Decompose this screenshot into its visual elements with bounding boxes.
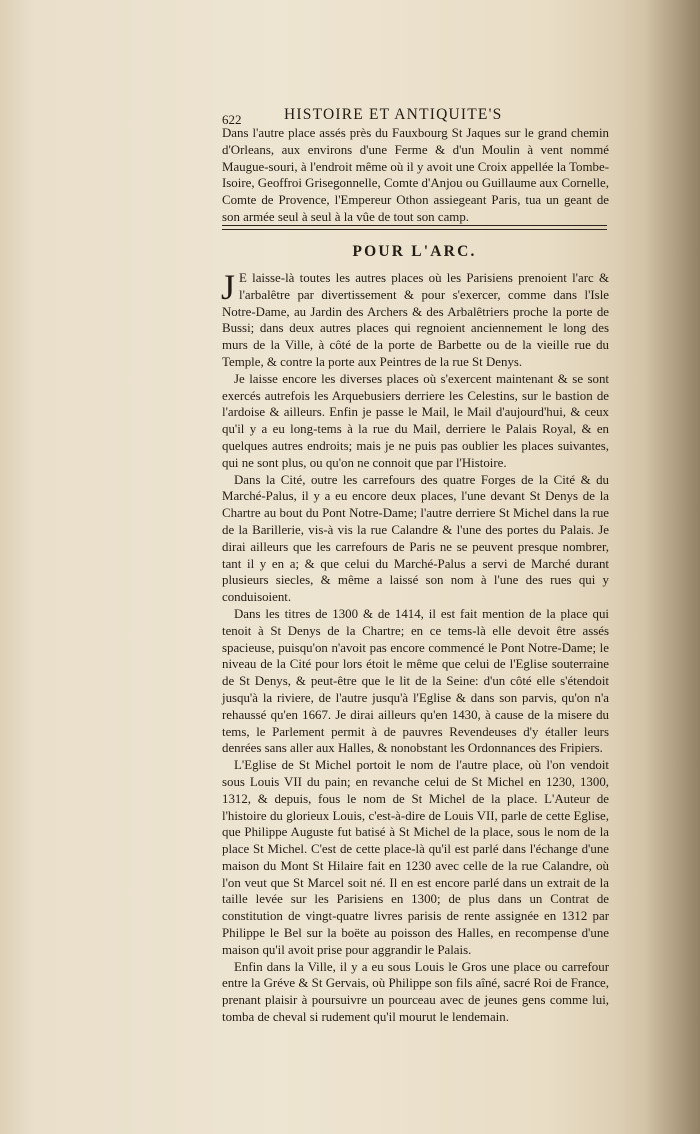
section-title: POUR L'ARC. (352, 243, 477, 260)
body-paragraph-1 (221, 267, 609, 371)
section-rule-thin (222, 229, 607, 230)
page-number: 622 (222, 112, 242, 127)
body-paragraph-2: Je laisse encore les diverses places où s'exercent maintenant & se sont exercés autrefois les Arquebusiers derriere les Celestins, sur le bastion de l'ardoise & ailleurs. Enfin je passe le Mail, le Mail d'aujourd'hui, & ceux qu'il y a eu long-tems à la rue du Mail, derriere le Palais Royal, & en quelques autres endroits; mais je ne puis pas oublier les places suivantes, qui ne sont plus, ou qu'on ne connoit que par l'Histoire. (222, 371, 609, 470)
drop-cap: J (221, 267, 236, 307)
top-paragraph: Dans l'autre place assés près du Fauxbourg St Jaques sur le grand chemin d'Orleans, aux environs d'une Ferme & d'un Moulin à vent nommé Maugue-souri, à l'endroit même où il y avoit une Croix appellée la Tombe-Isoire, Geoffroi Grisegonnelle, Comte d'Anjou ou Guillaume aux Cornelle, Comte de Provence, l'Empereur Othon assiegeant Paris, tua un geant de son armée seul à seul à la vûe de tout son camp. (222, 126, 609, 224)
body-paragraph-6: Enfin dans la Ville, il y a eu sous Louis le Gros une place ou carrefour entre la Gréve & St Gervais, où Philippe son fils aîné, sacré Roi de France, prenant plaisir à poursuivre un pourceau avec de jeunes gens comme lui, tomba de cheval si rudement qu'il mourut le lendemain. (222, 959, 609, 1025)
body-paragraph-5: L'Eglise de St Michel portoit le nom de l'autre place, où l'on vendoit sous Louis VII du pain; en revanche celui de St Michel en 1230, 1300, 1312, & depuis, fous le nom de St Michel de la place. L'Auteur de l'histoire du glorieux Louis, c'est-à-dire de Louis VII, parle de cette Eglise, que Philippe Auguste fut batisé à St Michel de la place, sous le nom de la place St Michel. C'est de cette place-là qu'il est parlé dans l'échange d'une maison du Mont St Hilaire fait en 1230 avec celle de la rue Calandre, où l'on veut que St Marcel soit né. Il en est encore parlé dans un extrait de la taille levée sur les Parisiens en 1300; de plus dans un Contrat de constitution de vingt-quatre livres parisis de rente assignée en 1312 par Philippe le Bel sur la boëte au poisson des Halles, en recompense d'une maison qu'il avoit prise pour aggrandir le Palais. (222, 758, 609, 957)
page-gutter-shadow (645, 0, 700, 1134)
section-body (221, 267, 609, 1026)
body-paragraph-4: Dans les titres de 1300 & de 1414, il est fait mention de la place qui tenoit à St Denys de la Chartre; en ce tems-là elle devoit être assés spacieuse, puisqu'on n'avoit pas encore commencé le Pont Notre-Dame; le niveau de la Cité pour lors étoit le même que celui de l'Eglise souterraine de St Denys, & peut-être que le lit de la Seine: d'un côté elle s'étendoit jusqu'à la riviere, de l'autre jusqu'à l'Eglise & dans son parvis, qu'on n'a rehaussé qu'en 1667. Je dirai ailleurs qu'en 1430, à cause de la misere du tems, le Parlement permit à de pauvres Revendeuses d'y étaller leurs denrées sans aller aux Halles, & nonobstant les Ordonnances des Fripiers. (222, 606, 609, 756)
section-rule-thick (222, 225, 607, 226)
page-header (222, 106, 607, 126)
body-paragraph-1-text: E laisse-là toutes les autres places où les Parisiens prenoient l'arc & l'arbalêtre par divertissement & pour s'exercer, comme dans l'Isle Notre-Dame, au Jardin des Archers & des Arbalêtriers proche la porte de Bussi; dans deux autres places qui regnoient anciennement le long des murs de la Ville, à côté de la porte de Barbette ou de la vieille rue du Temple, & contre la porte aux Peintres de la rue St Denys. (222, 271, 609, 369)
body-paragraph-3: Dans la Cité, outre les carrefours des quatre Forges de la Cité & du Marché-Palus, il y a eu encore deux places, l'une devant St Denys de la Chartre au bout du Pont Notre-Dame; l'autre derriere St Michel dans la rue de la Barillerie, vis-à vis la rue Calandre & l'une des portes du Palais. Je dirai ailleurs que les carrefours de Paris ne se peuvent presque nombrer, tant il y en a; & que celui du Marché-Palus a servi de Marché durant plusieurs siecles, & même a laissé son nom à l'une des rues qui y conduisoient. (222, 472, 609, 605)
running-title: HISTOIRE ET ANTIQUITE'S (284, 106, 503, 123)
